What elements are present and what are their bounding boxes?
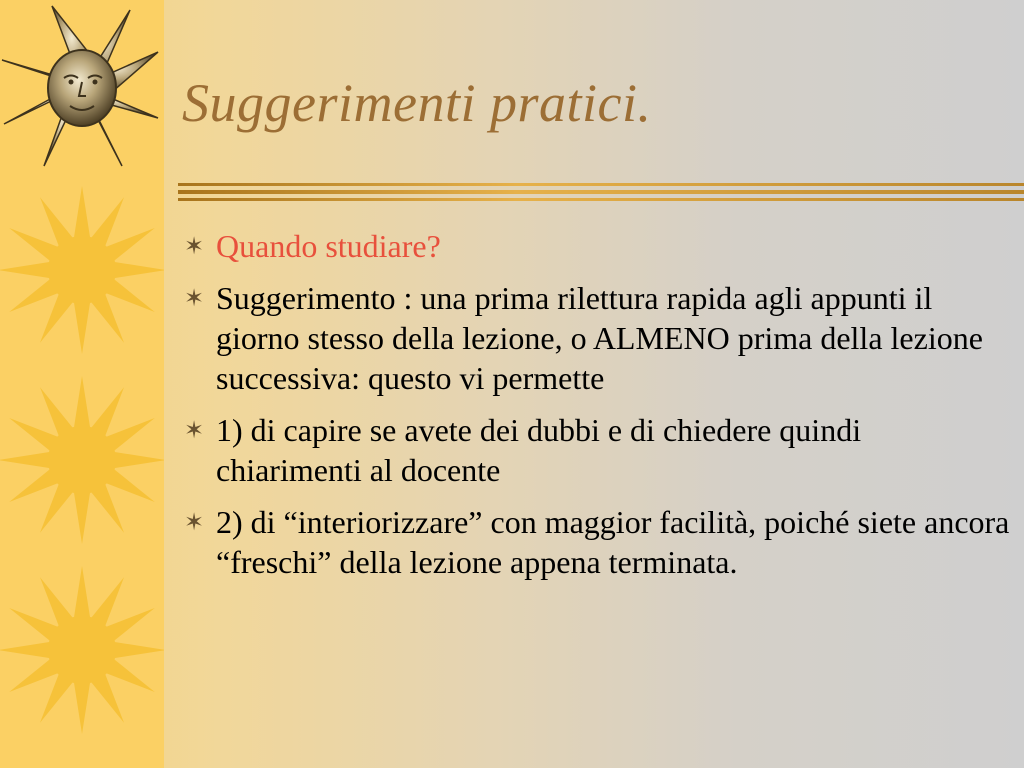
six-pointed-star-icon: ✶ [184,508,205,536]
six-pointed-star-icon: ✶ [184,232,205,260]
left-decorative-band [0,0,164,768]
bullet-item [184,226,1010,266]
title-divider-line-middle [178,190,1024,194]
metallic-sun-face-icon [0,0,164,172]
six-pointed-star-icon: ✶ [184,284,205,312]
bullet-text: Quando studiare? [216,228,441,264]
bullet-item [184,410,1010,490]
bullet-item [184,502,1010,582]
bullet-item [184,278,1010,398]
sun-icon [0,370,164,550]
title-divider-line-top [178,183,1024,186]
bullet-text: 2) di “interiorizzare” con maggior facilità, poiché siete ancora “freschi” della lezione appena terminata. [216,504,1010,580]
bullet-text: 1) di capire se avete dei dubbi e di chiedere quindi chiarimenti al docente [216,412,862,488]
bullet-list [184,226,1010,594]
bullet-text: Suggerimento : una prima rilettura rapida agli appunti il giorno stesso della lezione, o ALMENO prima della lezione successiva: questo vi permette [216,280,983,396]
sun-icon [0,560,164,740]
title-divider-line-bottom [178,198,1024,201]
slide-title: Suggerimenti pratici. [182,73,652,133]
six-pointed-star-icon: ✶ [184,416,205,444]
sun-icon [0,180,164,360]
